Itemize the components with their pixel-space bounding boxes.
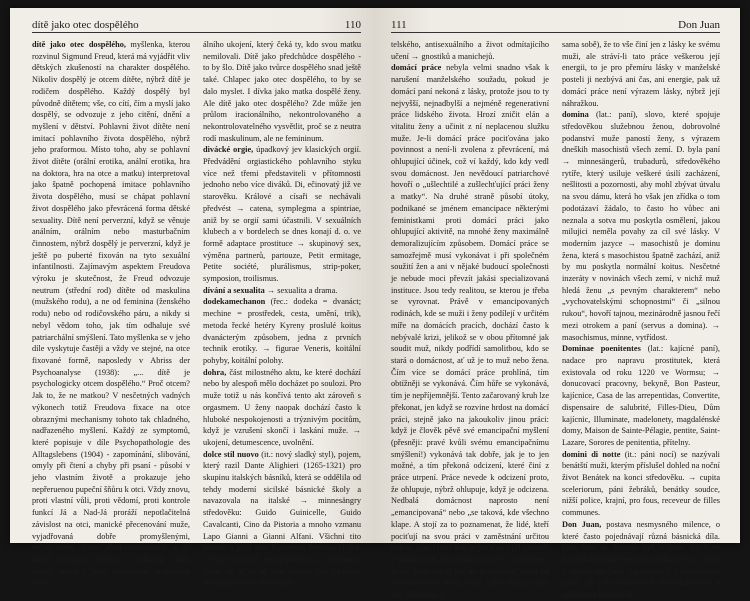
entry-text: (lat.: kajícné paní), nadace pro napravu prostitutek, která existovala od roku 1220 ve Wormsu; → donucovací pracovny, bekyně, Bon Pasteur, kajícnice, Casa de las arrepentidas, Convertite, dispensaire de salubrité, Filles-Dieu, Dům kajícnic, Illuminate, madelonety, magdalénské domy, Maison de Sainte-Pélagie, pentite, Saint-Lazare, Sorores de penitentia, přítelny. — [562, 344, 720, 447]
text-columns — [391, 39, 720, 601]
dictionary-entry — [391, 39, 549, 62]
entry-text: (lat.: paní), slovo, které spojuje středověkou služebnou ženou, dobrovolné podanství muže paností ženy, s výrazem dneških masochistů všech zemí. D. byla paní → minnesängerů, trubadurů, středověkého rytíře, který usiluje veškeré úsilí zacházení, nešlitosti a pozornosti, aby mohl zbývat útvalu na svou dámu, která ho však jen zřídka o tom podotázaví žádalo, to často ho vůbec ani neznala a sotva mu poskytla osmělení, jakou milujici neměla povahy za cíl své lásky. V moderním jazyce → masochistů je dominu žena, která s masochistou špatně zachází, aniž by mu poskytla normální koitus. Nesčetné inzeráty v novinách všech zemí, v nichž muž hledá ženu „s pevným charakterem“ nebo „vychovatelskými schopnostmi“ či „silnou rukou“, hovoří tajnou, mezinárodně jasnou řečí mezi otrokem a paní (servus a domina). → masochismus, minne, vytřídost. — [562, 110, 720, 342]
entry-headword: dodekamechanon — [203, 297, 266, 307]
dictionary-entry — [562, 519, 720, 601]
entry-text: (it.: páni nocí) se nazývali benátští muži, kterým příslušel dohled na noční život Benátek na konci středověku. → cupita sceleriorum, páni žebráků, benátky soudce, nižší police, krajní, pro fous, receveur de filles communes. — [562, 449, 720, 518]
page-number: 110 — [344, 19, 361, 31]
entry-text: álního ukojení, který čeká ty, kdo svou matku nemilovali. Dítě jako předchůdce dospělého - to by šlo. Dítě jako tvůrce dospělého snad ještě také. Chlapec jako otec dospělého, to by se dalo myslet. I dívka jako matka dospělé ženy. Ale dítě jako otec dospělého? Zde může jen průlom iracionálního, nekontrolovaného a nekontrolovatelného vysvětlit, proč se z neutra rodí maskulinum, ale ne femininum. — [203, 40, 361, 143]
entry-headword: divácké orgie, — [203, 145, 254, 155]
book-spread — [10, 8, 740, 600]
entry-headword: domini di notte — [562, 449, 621, 459]
dictionary-entry — [562, 449, 720, 519]
entry-text: část milostného aktu, ke které dochází nebo by alespoň mělo docházet po soulozi. Pro muže totiž u nás končívá tento akt zároveň s orgasmem. U ženy naopak dochází často k hluboké nespokojenosti a trýznivým pocitům, když je vzrušení skončí i laskání muže. → ukojení, detumescence, uvolnění. — [203, 367, 361, 447]
dictionary-entry — [32, 39, 190, 589]
dictionary-entry — [203, 39, 361, 144]
entry-text: myšlenka, kterou rozvinul Sigmund Freud, která má vyjádřit vliv dětských zkušeností na charakter dospělého. Nikoliv dospělý je otcem dítěte, nýbrž dítě je rodičem dospělého. Každý dospělý byl původně dítětem; vše, co cítí, čím a myslí jako dospělý, se odvozuje z jeho citění, dnění a myšlení v dětství. Pohlavní život dítěte není imitací pohlavního života dospělého, nýbrž jeho praformou. Místo toho, aby se pohlavní život dítěte (orální erotika, anální erotika, hra na doktora, hra na otce a matku) interpretoval jako špatně pochopená imitace pohlavního života dospělého, musí se chápat pohlavní život dospělého jako převrácená forma dětské sexuality. Dítě není perverzní, když se věnuje análním, orálním nebo masturbačním činnostem, nýbrž dospělý je perverzní, když je ještě po puberté fixován na tyto sexuální infantilnosti. Zajímavým aspektem Freudova výroku je skutečnost, že Freud odvozuje neutrum (střední rod) dítěte od maskulina (mužského rodu), a ne od feminina (ženského rodu) nebo od rodičovského páru, a nikdy si nebyl vědom toho, jak tím odhaluje své patriarchální smýšlení. Tato myšlenka se v jeho díle vyskytuje častěji a vždy ve stejné, na otce fixované formě, naposledy v Abriss der Psychoanalyse (1938): „... dítě je psychologicky otcem dospělého.“ Proč otcem? Jak to, že ne matkou? V nesčetných vadných výkonech totiž Freudova fixace na otce obraznými mechanismy tohoto tak chladného, nadřazeného myšlení. Každý ze symptomů, které popisuje v díle Psychopathologie des Alltagslebens (1904) - zapomínání, slibování, omyly při čtení a chyby při psaní - působí v jeho vlastním životě a prokazuje jeho nepřeruenou pupeční šňůru k otci. Vždy znovu, proti vlastní vůli, proti vědomí, proti kontrole funkcí Já a Nad-Já proráží nepotlačitelná závislost na otci, manické přecenování muže, vyjadřovaná dobře promyšlenými, vyjádřenými, často přezkoumávanými a za dobré uznanými větami, a odhaluje žrádu matky, strach z ženy, celoživotní nedostatek sexu- — [32, 40, 191, 588]
text-column — [32, 39, 190, 589]
text-column — [562, 39, 720, 601]
entry-text: sama sobě), že to vše činí jen z lásky ke svému muži, ale stráví-li tato práce veškerou její energii, to je pro přemíru lásky v manželské posteli ji nezbývá ani čas, ani energie, pak už domácí práce není výrazem lásky, nýbrž její náhražkou. — [562, 40, 720, 108]
text-column — [203, 39, 361, 589]
running-header-left — [32, 17, 361, 33]
text-column — [391, 39, 549, 601]
entry-text: → sexualita a drama. — [264, 285, 338, 295]
entry-headword: domácí práce — [391, 63, 442, 73]
entry-headword: Don Juan, — [562, 519, 602, 529]
dictionary-entry — [391, 62, 549, 600]
running-title: dítě jako otec dospělého — [32, 19, 139, 31]
entry-headword: dívání a sexualita — [203, 285, 265, 295]
dictionary-entry — [562, 109, 720, 343]
entry-text: (it.: nový sladký styl), pojem, který razil Dante Alighieri (1265-1321) pro skupinu italských básníků, která se oddělila od tehdy moderní sicilské básnické školy a navazovala na italské → minnesängry středověku: Guido Guinicelle, Guido Cavalcanti, Cino da Pistoria a mnoho vzmanu Lapo Gianni a Gianni Alfani. Všichni tito básníci a ještě sám Francesco Petrarca (1304-1374) oslavovali nenaplnitelnou a nešťastnou lásku, až už se od sebe stylem lišili jakkoliv. Byli pod vlivem těla nepřá- — [203, 449, 361, 588]
entry-headword: dolce stil nuovo — [203, 449, 259, 459]
entry-headword: domina — [562, 110, 589, 120]
dictionary-entry — [203, 296, 361, 366]
dictionary-entry — [562, 39, 720, 109]
entry-text: telského, antisexuálního a život odmítajícího učení → gnostiků a manichejů. — [391, 40, 549, 61]
entry-text: úpadkový jev klasických orgií. Předvádění orgiastického pohlavního styku více než třemi představiteli v přítomnosti jednoho nebo více diváků. Di, ečinovatý již ve starověku. Králové a císaři se nechávali předvést → catena, symplegma a spintriae, aniž by se orgií sami účastnili. V sexuálních klubech a v bordelech se dnes konají d. o. ve formě adaptace prostituce → skupinový sex, výměna partnerů, partouze, Petit ermitage, Petite société, plurálismus, strip-poker, symposion, troilismus. — [203, 145, 361, 284]
dictionary-entry — [562, 343, 720, 448]
entry-text: postava nesmysného milence, o které často pojednávají různá básnická díla. Don Juan de Tenorio byl vrchním číšníkem kastilského krále Petra Surového (1350 - 1368) a sloužil mu jako legalizovaný a posletchtný pasák při jeho milostných dobrodružstvích a sadomasochistických — [562, 519, 720, 600]
left-page — [10, 8, 375, 588]
entry-text: nebyla velmi snadno však k narušení manželského soužadu, pokud je domácí paní nekoná z lásky, protože jsou to ty nejvyšší, nejnadbylší a nejméně regenerativní práce lidského života. Hrozí zničit elán a vitalitu ženy a učinit z ní neplacenou služku muže. Je-li domácí práce pociťována jako povinnost a není-li zvolena z převrácení, má ohlupující účinek, což ví každý, kdo kdy vedl svou domácnost. Jen nevědoucí patriarchové hovoří o „ušlechtilé a zušlechťující práci ženy a matky“. Na druhé straně působí útoky, podnikané se jménem emancipace některými feministkami proti domácí práci jako ohlupující aktivitě, na mnohé ženy maximálně demoralizujícím způsobem. Domácí práce se samozřejmě musí vykonávat i při společném soužití žen a ani v nějaké budoucí společnosti je nebude moci převzít jakási specializovaná instituce. Jsou tedy realitou, se kterou je třeba se vyrovnat. Právě v emancipovaných rodinách, kde se muži i ženy podílejí v určitém míře na domácích pracích, dochází často k nebývalé krizi, jelikož se v obou přítomné jak soudit muž, nikdy podřídí samolitbou, kdo se stará o domácnost, ať už je to muž nebo žena. Čím více se domácí práce prohlíná, tím obtížněji se vykonává. Čím hůře se vykonává, tím je nepříjemnější. Tento začarovaný kruh lze překonat, jen když se rozvine hrdost na domácí práci, stejně jako na jakoukoliv jinou práci: když je člověk pěvě své emancipační myšlení (přesněji: pravé kvůli svému emancipačnímu smýšlení!) vykonává tak dobře, jak je to jen možné, a tím překoná odcizení, které činí z práce utrpení. Práce nevede k odcizení proto, že ohlupuje, nýbrž ohlupuje, když je odcizena. Nedbalá domácnost naprosto není „emancipovaná“ nebo „se taková, kde všechno klape. A stojí za to poznamenat, že lidé, kteří pociťují na svou práci v zaměstnání určitou hrdost, jsou i tími, kdo je pociťují i při pracech v domácnosti. Tato hrdost má vliv na všechno. Žena, která myslí jen na domácnost, která od rána do večera uklízí, myje, vaří a drhne, může sice předstírat (i — [391, 63, 550, 600]
dictionary-entry — [203, 144, 361, 284]
dictionary-entry — [203, 449, 361, 589]
right-page — [375, 8, 740, 600]
entry-text: (řec.: dodeka = dvanáct; mechine = prostředek, cesta, umění, trik), metoda řecké hetéry Kyreny proslulé koitus dvanácterým způsobem, jedna z prvních technik erotiky. → figurae Veneris, koitální pohyby, koitální polohy. — [203, 297, 361, 365]
page-number: 111 — [391, 19, 407, 31]
entry-headword: dítě jako otec dospělého, — [32, 40, 126, 49]
entry-headword: dohra, — [203, 367, 227, 377]
text-columns — [32, 39, 361, 589]
running-title: Don Juan — [678, 19, 720, 31]
entry-headword: Dominae poenitentes — [562, 344, 641, 354]
running-header-right — [391, 17, 720, 33]
dictionary-entry — [203, 367, 361, 449]
dictionary-entry — [203, 285, 361, 297]
